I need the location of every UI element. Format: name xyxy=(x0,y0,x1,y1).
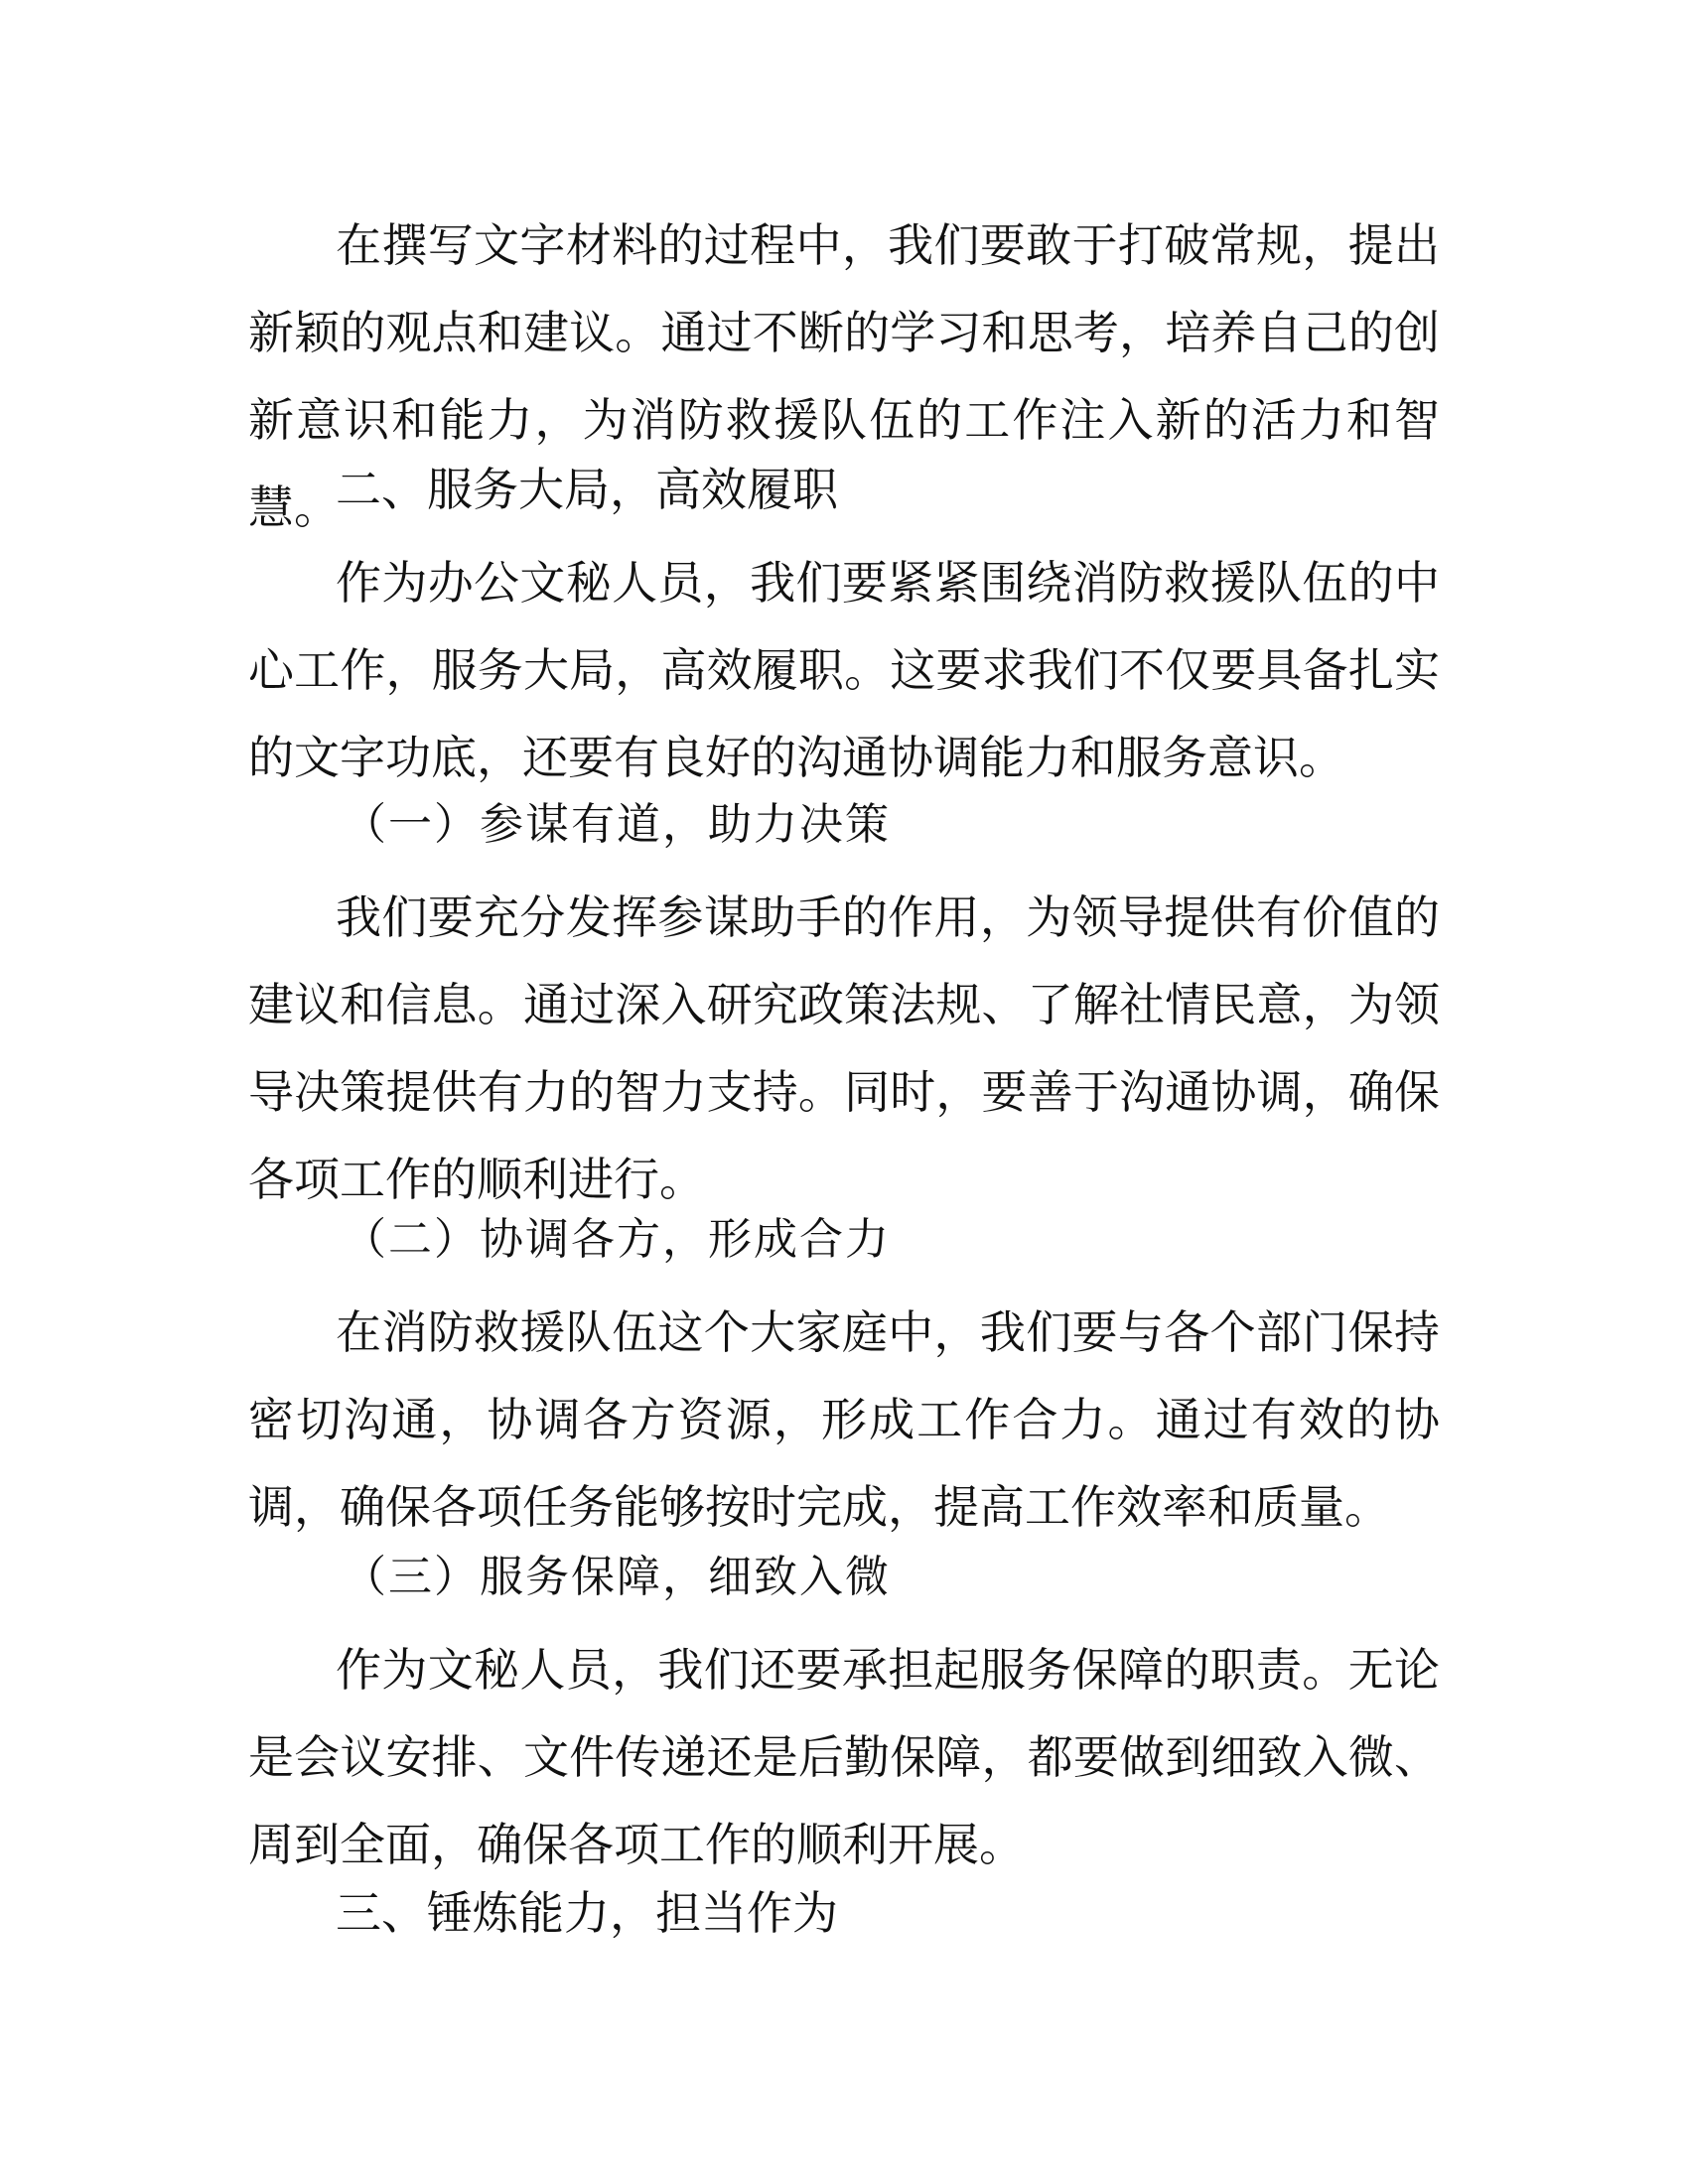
paragraph-support: 作为文秘人员，我们还要承担起服务保障的职责。无论是会议安排、文件传递还是后勤保障，都要做到细致入微、周到全面，确保各项工作的顺利开展。 xyxy=(248,1643,1440,1871)
subsection-heading-coordination: （二）协调各方，形成合力 xyxy=(343,1214,891,1265)
section-heading-service: 二、服务大局，高效履职 xyxy=(336,463,838,516)
section-heading-capability: 三、锤炼能力，担当作为 xyxy=(336,1886,838,1940)
paragraph-coordination: 在消防救援队伍这个大家庭中，我们要与各个部门保持密切沟通，协调各方资源，形成工作合力。通过有效的协调，确保各项任务能够按时完成，提高工作效率和质量。 xyxy=(248,1305,1440,1534)
subsection-heading-support: （三）服务保障，细致入微 xyxy=(343,1552,891,1602)
paragraph-innovation: 在撰写文字材料的过程中，我们要敢于打破常规，提出新颖的观点和建议。通过不断的学习和思考，培养自己的创新意识和能力，为消防救援队伍的工作注入新的活力和智慧。 xyxy=(248,218,1440,534)
paragraph-advisory: 我们要充分发挥参谋助手的作用，为领导提供有价值的建议和信息。通过深入研究政策法规、了解社情民意，为领导决策提供有力的智力支持。同时，要善于沟通协调，确保各项工作的顺利进行。 xyxy=(248,890,1440,1206)
paragraph-service-overview: 作为办公文秘人员，我们要紧紧围绕消防救援队伍的中心工作，服务大局，高效履职。这要求我们不仅要具备扎实的文字功底，还要有良好的沟通协调能力和服务意识。 xyxy=(248,556,1440,784)
subsection-heading-advisory: （一）参谋有道，助力决策 xyxy=(343,799,891,850)
